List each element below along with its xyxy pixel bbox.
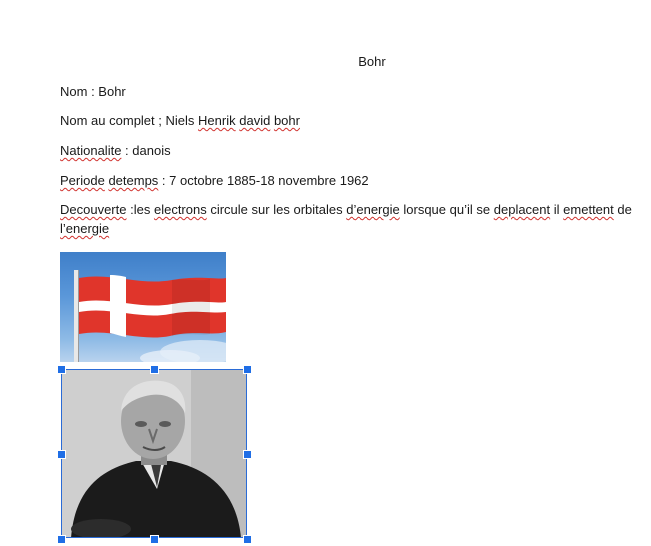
field-periode-label: Periode detemps (60, 173, 159, 188)
resize-handle-top-right[interactable] (243, 365, 252, 374)
resize-handle-right[interactable] (243, 450, 252, 459)
field-decouverte-label: Decouverte (60, 202, 127, 217)
portrait-photo-icon (61, 369, 247, 538)
field-nationalite-value: danois (132, 143, 171, 158)
field-periode-value: 7 octobre 1885-18 novembre 1962 (169, 173, 369, 188)
document-title: Bohr (358, 54, 386, 69)
field-nationalite-separator: : (121, 143, 133, 158)
field-decouverte-separator: : (126, 202, 134, 217)
field-nom-complet-separator: ; (154, 113, 166, 128)
field-nom-complet-value: Niels Henrik david bohr (165, 113, 300, 128)
portrait-image[interactable] (61, 369, 247, 538)
field-nom-value: Bohr (98, 84, 126, 99)
resize-handle-top[interactable] (150, 365, 159, 374)
field-nom-complet-label: Nom au complet (60, 113, 155, 128)
field-decouverte-continuation (60, 221, 109, 236)
flag-image[interactable] (60, 252, 226, 362)
resize-handle-top-left[interactable] (57, 365, 66, 374)
resize-handle-bottom[interactable] (150, 535, 159, 544)
field-periode (60, 173, 369, 188)
field-decouverte-continuation-text: l’energie (60, 221, 110, 236)
field-nom-complet (60, 113, 300, 128)
field-periode-separator: : (158, 173, 170, 188)
field-nom (60, 84, 126, 99)
field-nationalite-label: Nationalite (60, 143, 122, 158)
field-nom-separator: : (87, 84, 99, 99)
danish-flag-icon (60, 252, 226, 362)
resize-handle-left[interactable] (57, 450, 66, 459)
field-decouverte-value: les electrons circule sur les orbitales d’energie lorsque qu’il se deplacent il emettent de (133, 202, 632, 217)
field-nom-label: Nom (60, 84, 88, 99)
resize-handle-bottom-left[interactable] (57, 535, 66, 544)
field-decouverte (60, 202, 632, 217)
resize-handle-bottom-right[interactable] (243, 535, 252, 544)
field-nationalite (60, 143, 171, 158)
